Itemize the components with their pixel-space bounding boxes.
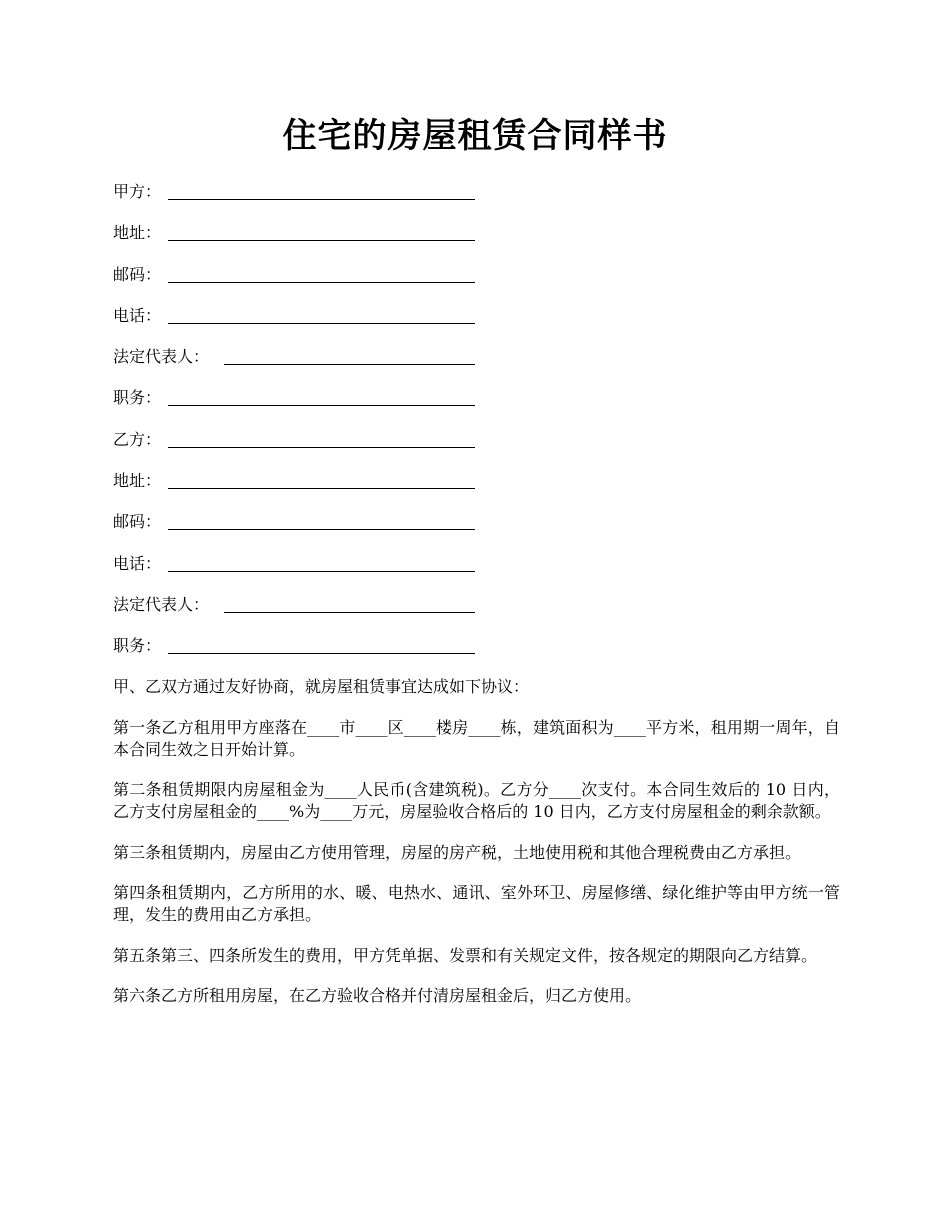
party-fields <box>113 176 513 672</box>
contract-body <box>113 676 840 1026</box>
field-label: 乙方： <box>113 429 162 449</box>
field-label: 邮码： <box>113 264 162 284</box>
fill-in-line[interactable] <box>168 323 475 324</box>
field-label: 地址： <box>113 223 162 243</box>
field-label: 职务： <box>113 388 162 408</box>
field-label: 电话： <box>113 305 162 325</box>
field-label: 电话： <box>113 553 162 573</box>
field-party-b-postcode <box>113 506 513 547</box>
fill-in-line[interactable] <box>224 364 475 365</box>
fill-in-line[interactable] <box>168 488 475 489</box>
field-party-a-address <box>113 217 513 258</box>
field-label: 法定代表人： <box>113 594 210 614</box>
field-party-a <box>113 176 513 217</box>
field-party-a-postcode <box>113 259 513 300</box>
fill-in-line[interactable] <box>168 199 475 200</box>
field-party-a-position <box>113 382 513 423</box>
field-label: 地址： <box>113 471 162 491</box>
field-label: 邮码： <box>113 512 162 532</box>
article-3-paragraph: 第三条租赁期内，房屋由乙方使用管理，房屋的房产税，土地使用税和其他合理税费由乙方承担。 <box>113 842 802 862</box>
field-label: 法定代表人： <box>113 347 210 367</box>
field-party-b-representative <box>113 589 513 630</box>
article-4-paragraph: 第四条租赁期内，乙方所用的水、暖、电热水、通讯、室外环卫、房屋修缮、绿化维护等由甲方统一管理，发生的费用由乙方承担。 <box>113 883 840 924</box>
intro-paragraph: 甲、乙双方通过友好协商，就房屋租赁事宜达成如下协议： <box>113 677 530 696</box>
field-party-b-address <box>113 465 513 506</box>
article-5-paragraph: 第五条第三、四条所发生的费用，甲方凭单据、发票和有关规定文件，按各规定的期限向乙方结算。 <box>113 945 818 965</box>
fill-in-line[interactable] <box>168 571 475 572</box>
field-label: 职务： <box>113 636 162 656</box>
field-party-b <box>113 424 513 465</box>
field-party-a-representative <box>113 341 513 382</box>
fill-in-line[interactable] <box>224 612 475 613</box>
article-6-paragraph: 第六条乙方所租用房屋，在乙方验收合格并付清房屋租金后，归乙方使用。 <box>113 986 642 1005</box>
document-title: 住宅的房屋租赁合同样书 <box>282 116 668 156</box>
field-party-b-phone <box>113 548 513 589</box>
fill-in-line[interactable] <box>168 529 475 530</box>
fill-in-line[interactable] <box>168 240 475 241</box>
article-2-paragraph: 第二条租赁期限内房屋租金为____人民币(含建筑税)。乙方分____次支付。本合同生效后的 10 日内，乙方支付房屋租金的____%为____万元，房屋验收合格后的 10 日内，乙方支付房屋租金的剩余款额。 <box>113 780 840 821</box>
field-party-b-position <box>113 630 513 671</box>
field-party-a-phone <box>113 300 513 341</box>
fill-in-line[interactable] <box>168 405 475 406</box>
fill-in-line[interactable] <box>168 653 475 654</box>
fill-in-line[interactable] <box>168 447 475 448</box>
fill-in-line[interactable] <box>168 282 475 283</box>
field-label: 甲方： <box>113 182 162 201</box>
article-1-paragraph: 第一条乙方租用甲方座落在____市____区____楼房____栋，建筑面积为____平方米，租用期一周年，自本合同生效之日开始计算。 <box>113 717 840 759</box>
